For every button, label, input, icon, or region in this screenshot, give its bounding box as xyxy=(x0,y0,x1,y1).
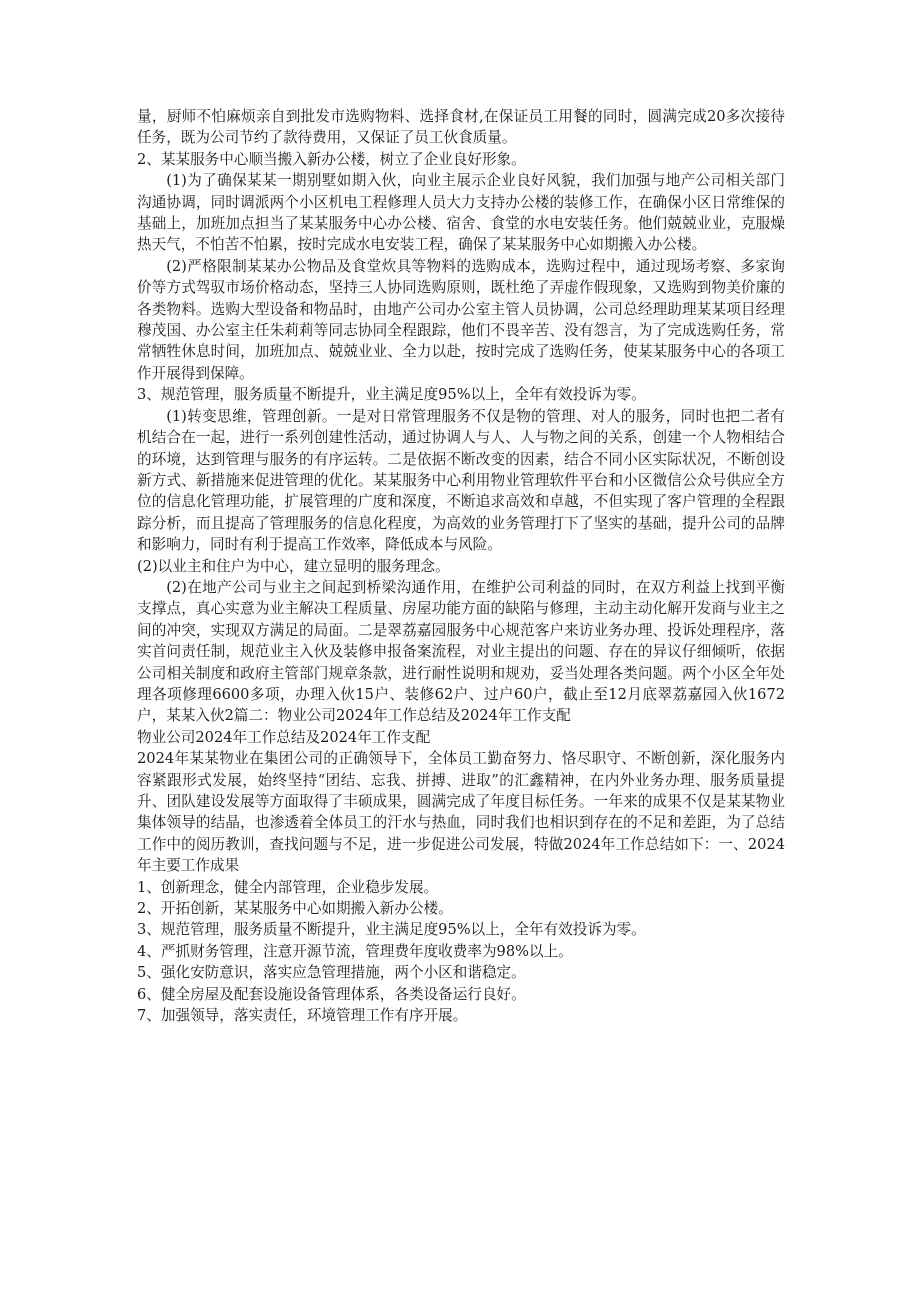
paragraph-office-renovation: (1)为了确保某某一期别墅如期入伙，向业主展示企业良好风貌，我们加强与地产公司相关部门沟通协调，同时调派两个小区机电工程修理人员大力支持办公楼的装修工作，在确保小区日常维保的基础上，加班加点担当了某某服务中心办公楼、宿舍、食堂的水电安装任务。他们兢兢业业，克服燥热天气，不怕苦不怕累，按时完成水电安装工程，确保了某某服务中心如期搬入办公楼。 xyxy=(137,172,785,254)
paragraph-bridge-communication: (2)在地产公司与业主之间起到桥梁沟通作用，在维护公司利益的同时，在双方利益上找到平衡支撑点，真心实意为业主解决工程质量、房屋功能方面的缺陷与修理，主动主动化解开发商与业主之间的冲突，实现双方满足的局面。二是翠荔嘉园服务中心规范客户来访业务办理、投诉处理程序，落实首问责任制，规范业主入伙及装修申报备案流程，对业主提出的问题、存在的异议仔细倾听，依据公司相关制度和政府主管部门规章条款，进行耐性说明和规劝，妥当处理各类问题。两个小区全年处理各项修理6600多项，办理入伙15户、装修62户、过户60户，截止至12月底翠荔嘉园入伙1672户，某某入伙2篇二：物业公司2024年工作总结及2024年工作支配 xyxy=(137,578,785,725)
paragraph-annual-summary: 2024年某某物业在集团公司的正确领导下，全体员工勤奋努力、恪尽职守、不断创新，深化服务内容紧跟形式发展，始终坚持“团结、忘我、拼搏、进取”的汇鑫精神，在内外业务办理、服务质量提升、团队建设发展等方面取得了丰硕成果，圆满完成了年度目标任务。一年来的成果不仅是某某物业集体领导的结晶，也渗透着全体员工的汗水与热血，同时我们也相识到存在的不足和差距，为了总结工作中的阅历教训，查找问题与不足，进一步促进公司发展，特做2024年工作总结如下：一、2024年主要工作成果 xyxy=(137,750,785,875)
list-item-4: 4、严抓财务管理，注意开源节流，管理费年度收费率为98%以上。 xyxy=(137,942,573,960)
paragraph-heading-office-move: 2、某某服务中心顺当搬入新办公楼，树立了企业良好形象。 xyxy=(137,150,526,168)
paragraph-heading-standard-management: 3、规范管理，服务质量不断提升，业主满足度95%以上，全年有效投诉为零。 xyxy=(137,386,646,404)
list-item-2: 2、开拓创新，某某服务中心如期搬入新办公楼。 xyxy=(137,900,453,918)
paragraph-procurement: (2)严格限制某某办公物品及食堂炊具等物料的选购成本，选购过程中，通过现场考察、多家询价等方式驾驭市场价格动态，坚持三人协同选购原则，既杜绝了弄虚作假现象，又选购到物美价廉的各类物料。选购大型设备和物品时，由地产公司办公室主管人员协调，公司总经理助理某某项目经理穆茂国、办公室主任朱莉莉等同志协同全程跟踪，他们不畏辛苦、没有怨言，为了完成选购任务，常常牺牲休息时间，加班加点、兢兢业业、全力以赴，按时完成了选购任务，使某某服务中心的各项工作开展得到保障。 xyxy=(137,257,785,382)
paragraph-catering: 量，厨师不怕麻烦亲自到批发市选购物料、选择食材,在保证员工用餐的同时，圆满完成20多次接待任务，既为公司节约了款待费用，又保证了员工伙食质量。 xyxy=(137,108,785,147)
list-item-3: 3、规范管理，服务质量不断提升，业主满足度95%以上，全年有效投诉为零。 xyxy=(137,921,646,939)
list-item-5: 5、强化安防意识，落实应急管理措施，两个小区和谐稳定。 xyxy=(137,964,526,982)
document-body xyxy=(137,106,785,1026)
list-item-6: 6、健全房屋及配套设施设备管理体系，各类设备运行良好。 xyxy=(137,985,526,1003)
paragraph-management-innovation: (1)转变思维，管理创新。一是对日常管理服务不仅是物的管理、对人的服务，同时也把二者有机结合在一起，进行一系列创建性活动，通过协调人与人、人与物之间的关系，创建一个人物相结合的环境，达到管理与服务的有序运转。二是依据不断改变的因素，结合不同小区实际状况，不断创设新方式、新措施来促进管理的优化。某某服务中心利用物业管理软件平台和小区微信公众号供应全方位的信息化管理功能，扩展管理的广度和深度，不断追求高效和卓越，不但实现了客户管理的全程跟踪分析，而且提高了管理服务的信息化程度，为高效的业务管理打下了坚实的基础，提升公司的品牌和影响力，同时有利于提高工作效率，降低成本与风险。 xyxy=(137,407,785,554)
list-item-7: 7、加强领导，落实责任，环境管理工作有序开展。 xyxy=(137,1007,468,1025)
paragraph-second-title: 物业公司2024年工作总结及2024年工作支配 xyxy=(137,728,431,746)
list-item-1: 1、创新理念，健全内部管理，企业稳步发展。 xyxy=(137,878,439,896)
paragraph-service-concept: (2)以业主和住户为中心，建立显明的服务理念。 xyxy=(137,557,450,575)
